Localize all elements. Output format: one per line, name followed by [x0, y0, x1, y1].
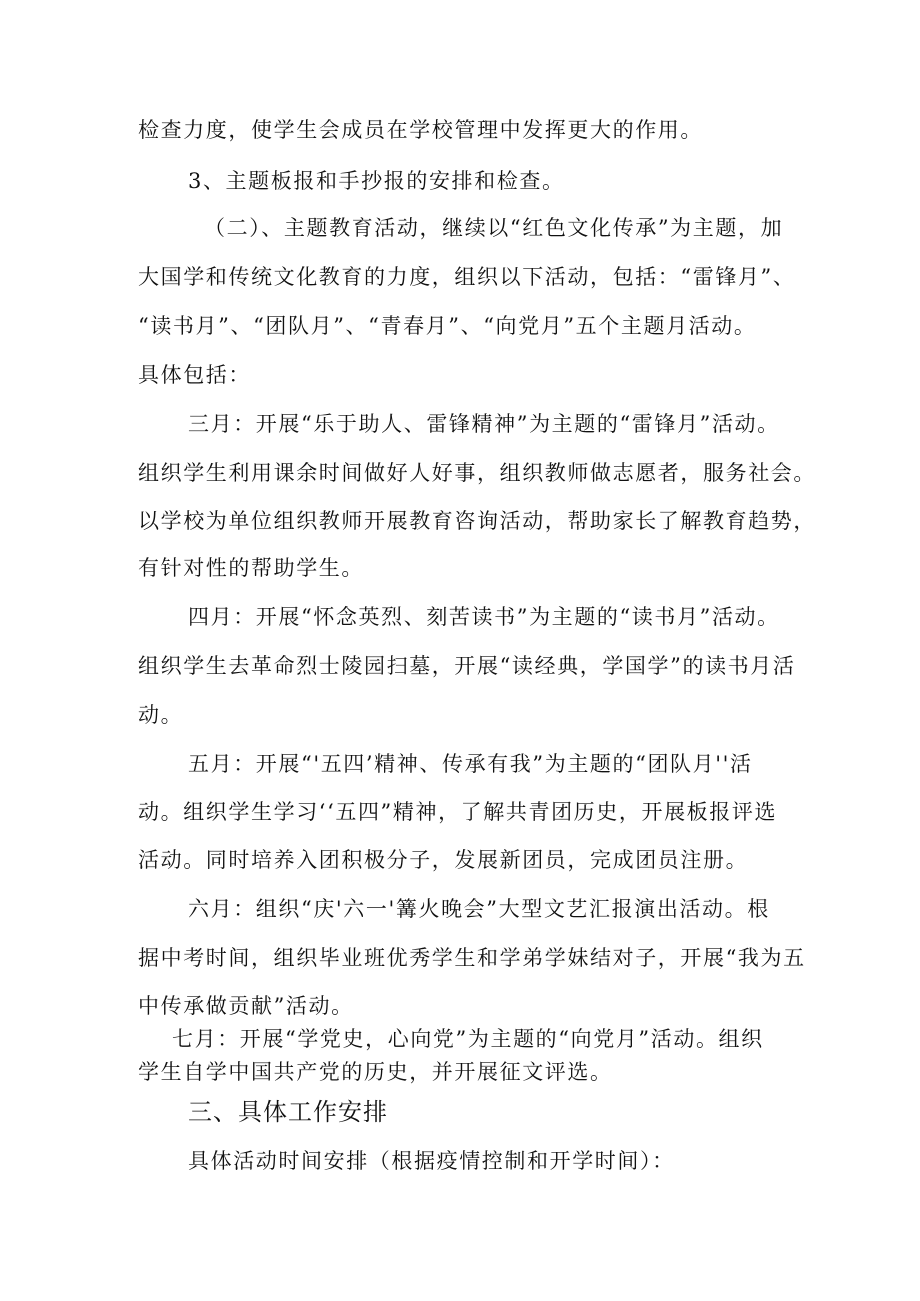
- section-3-heading: 三、具体工作安排: [188, 1098, 388, 1126]
- section-2-title-line: （二）、主题教育活动，继续以“红色文化传承”为主题，加: [204, 216, 784, 240]
- paragraph-line: 大国学和传统文化教育的力度，组织以下活动，包括：“雷锋月”、: [138, 265, 796, 289]
- paragraph-line: 中传承做贡献”活动。: [138, 994, 354, 1018]
- paragraph-line: 据中考时间，组织毕业班优秀学生和学弟学妹结对子，开展“我为五: [138, 946, 806, 970]
- paragraph-line: 组织学生去革命烈士陵园扫墓，开展“读经典，学国学”的读书月活: [138, 654, 796, 678]
- july-paragraph-line: 七月：开展“学党史，心向党”为主题的“向党月”活动。组织: [172, 1027, 764, 1051]
- paragraph-line: “读书月”、“团队月”、“青春月”、“向党月”五个主题月活动。: [138, 314, 757, 338]
- paragraph-line: 学生自学中国共产党的历史，并开展征文评选。: [138, 1060, 613, 1084]
- march-paragraph-line: 三月：开展“乐于助人、雷锋精神”为主题的“雷锋月”活动。: [188, 412, 780, 436]
- paragraph-line: 动。组织学生学习‘‘五四”精神，了解共青团历史，开展板报评选: [138, 800, 778, 824]
- paragraph-line: 有针对性的帮助学生。: [138, 556, 364, 580]
- list-item-3: 3、主题板报和手抄报的安排和检查。: [188, 169, 565, 193]
- paragraph-line: 具体活动时间安排（根据疫情控制和开学时间）：: [188, 1149, 675, 1173]
- paragraph-line: 动。: [138, 703, 184, 727]
- may-paragraph-line: 五月：开展“'五四’精神、传承有我”为主题的“团队月''活: [188, 752, 753, 776]
- paragraph-line: 以学校为单位组织教师开展教育咨询活动，帮助家长了解教育趋势，: [138, 509, 816, 533]
- paragraph-line: 组织学生利用课余时间做好人好事，组织教师做志愿者，服务社会。: [138, 461, 816, 485]
- april-paragraph-line: 四月：开展“怀念英烈、刻苦读书”为主题的“读书月”活动。: [188, 605, 780, 629]
- paragraph-line: 活动。同时培养入团积极分子，发展新团员，完成团员注册。: [138, 848, 749, 872]
- june-paragraph-line: 六月：组织“庆'六一'篝火晚会”大型文艺汇报演出活动。根: [188, 897, 770, 921]
- paragraph-line: 具体包括：: [138, 363, 251, 387]
- paragraph-line: 检查力度，使学生会成员在学校管理中发挥更大的作用。: [138, 118, 703, 142]
